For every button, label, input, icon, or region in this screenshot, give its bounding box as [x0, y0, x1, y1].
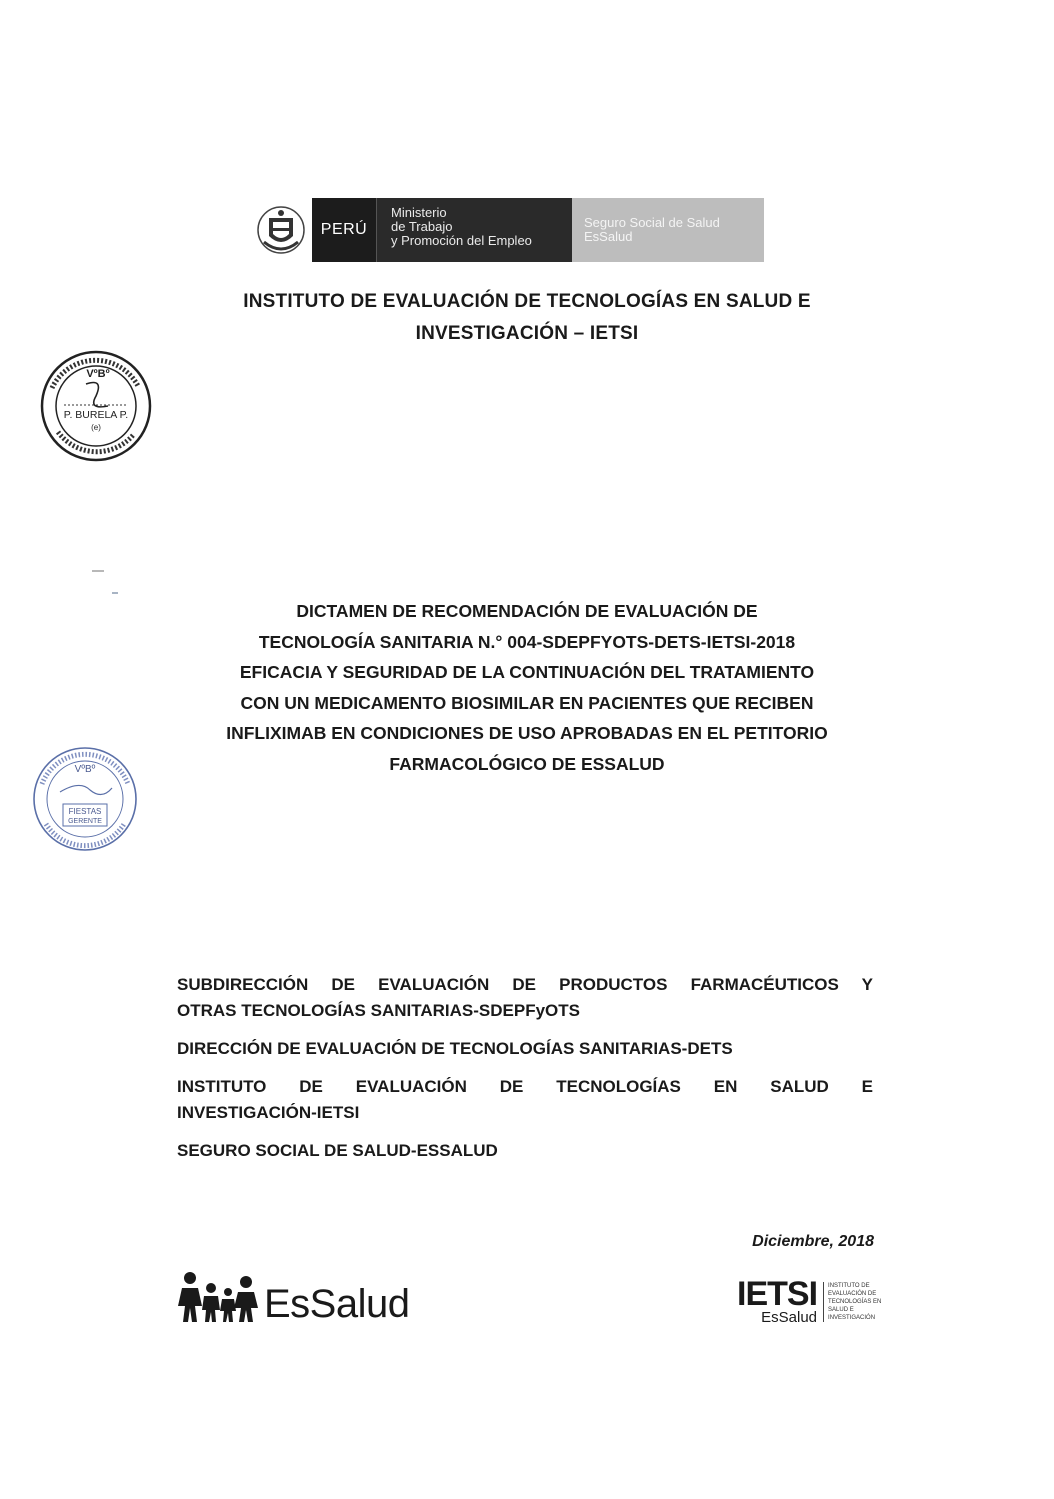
institute-title-line: INVESTIGACIÓN – IETSI: [415, 323, 639, 344]
ministry-line: Ministerio: [391, 205, 447, 220]
government-banner: [250, 198, 764, 262]
ietsi-logo-big: IETSI: [737, 1275, 818, 1313]
peru-label: PERÚ: [312, 198, 376, 262]
dictamen-title-line: DICTAMEN DE RECOMENDACIÓN DE EVALUACIÓN DE: [296, 601, 758, 621]
ietsi-logo: [737, 1275, 886, 1326]
stamp-name-text: FIESTAS: [68, 807, 102, 816]
scan-mark: [92, 570, 104, 572]
entity-instituto: [177, 1074, 873, 1126]
essalud-logo-text: EsSalud: [264, 1282, 410, 1326]
dictamen-title-line: EFICACIA Y SEGURIDAD DE LA CONTINUACIÓN DEL TRATAMIENTO: [239, 662, 815, 682]
entity-line: INVESTIGACIÓN-IETSI: [177, 1103, 360, 1122]
ministry-line: de Trabajo: [391, 219, 453, 234]
entity-direccion: DIRECCIÓN DE EVALUACIÓN DE TECNOLOGÍAS SANITARIAS-DETS: [177, 1039, 733, 1058]
ietsi-desc-line: INVESTIGACIÓN: [828, 1315, 876, 1321]
entity-line: INSTITUTO DE EVALUACIÓN DE TECNOLOGÍAS EN SALUD E: [177, 1077, 873, 1096]
responsible-entities: [177, 972, 873, 1176]
stamp-vobo-text: VºBº: [74, 764, 96, 775]
institute-title: [100, 286, 954, 350]
entity-line: OTRAS TECNOLOGÍAS SANITARIAS-SDEPFyOTS: [177, 1001, 580, 1020]
ietsi-desc-line: SALUD E: [828, 1307, 854, 1313]
ministry-block: [376, 198, 572, 262]
ietsi-desc-line: INSTITUTO DE: [828, 1283, 870, 1289]
entity-line: SUBDIRECCIÓN DE EVALUACIÓN DE PRODUCTOS FARMACÉUTICOS Y: [177, 975, 873, 994]
peru-coat-of-arms-icon: [250, 198, 312, 262]
ietsi-desc-line: TECNOLOGÍAS EN: [828, 1299, 882, 1305]
seguro-line: EsSalud: [584, 229, 633, 244]
essalud-logo: [178, 1270, 409, 1324]
entity-subdireccion: [177, 972, 873, 1024]
ietsi-logo-small: EsSalud: [761, 1309, 818, 1326]
stamp-name-text: P. BURELA P.: [63, 409, 129, 421]
scan-mark: [112, 592, 118, 594]
dictamen-title: [150, 596, 904, 779]
ietsi-logo-description: [823, 1282, 886, 1322]
stamp-mark-text: (e): [91, 423, 101, 432]
dictamen-title-line: FARMACOLÓGICO DE ESSALUD: [389, 753, 665, 774]
family-figures-icon: [178, 1270, 260, 1324]
stamp-vobo-text: VºBº: [86, 368, 110, 380]
ietsi-desc-line: EVALUACIÓN DE: [828, 1291, 877, 1297]
institute-title-line: INSTITUTO DE EVALUACIÓN DE TECNOLOGÍAS EN SALUD E: [243, 291, 811, 312]
stamp-role-text: GERENTE: [68, 818, 102, 825]
seguro-block: [572, 198, 764, 262]
approval-stamp-fiestas: [30, 744, 140, 859]
approval-stamp-burela: [38, 348, 154, 469]
seguro-line: Seguro Social de Salud: [584, 215, 720, 230]
dictamen-title-line: TECNOLOGÍA SANITARIA N.° 004-SDEPFYOTS-DETS-IETSI-2018: [258, 631, 796, 652]
dictamen-title-line: CON UN MEDICAMENTO BIOSIMILAR EN PACIENTES QUE RECIBEN: [240, 692, 814, 713]
ministry-line: y Promoción del Empleo: [391, 233, 532, 248]
document-date: Diciembre, 2018: [752, 1233, 874, 1250]
entity-seguro: SEGURO SOCIAL DE SALUD-ESSALUD: [177, 1141, 498, 1160]
dictamen-title-line: INFLIXIMAB EN CONDICIONES DE USO APROBADAS EN EL PETITORIO: [226, 723, 828, 743]
